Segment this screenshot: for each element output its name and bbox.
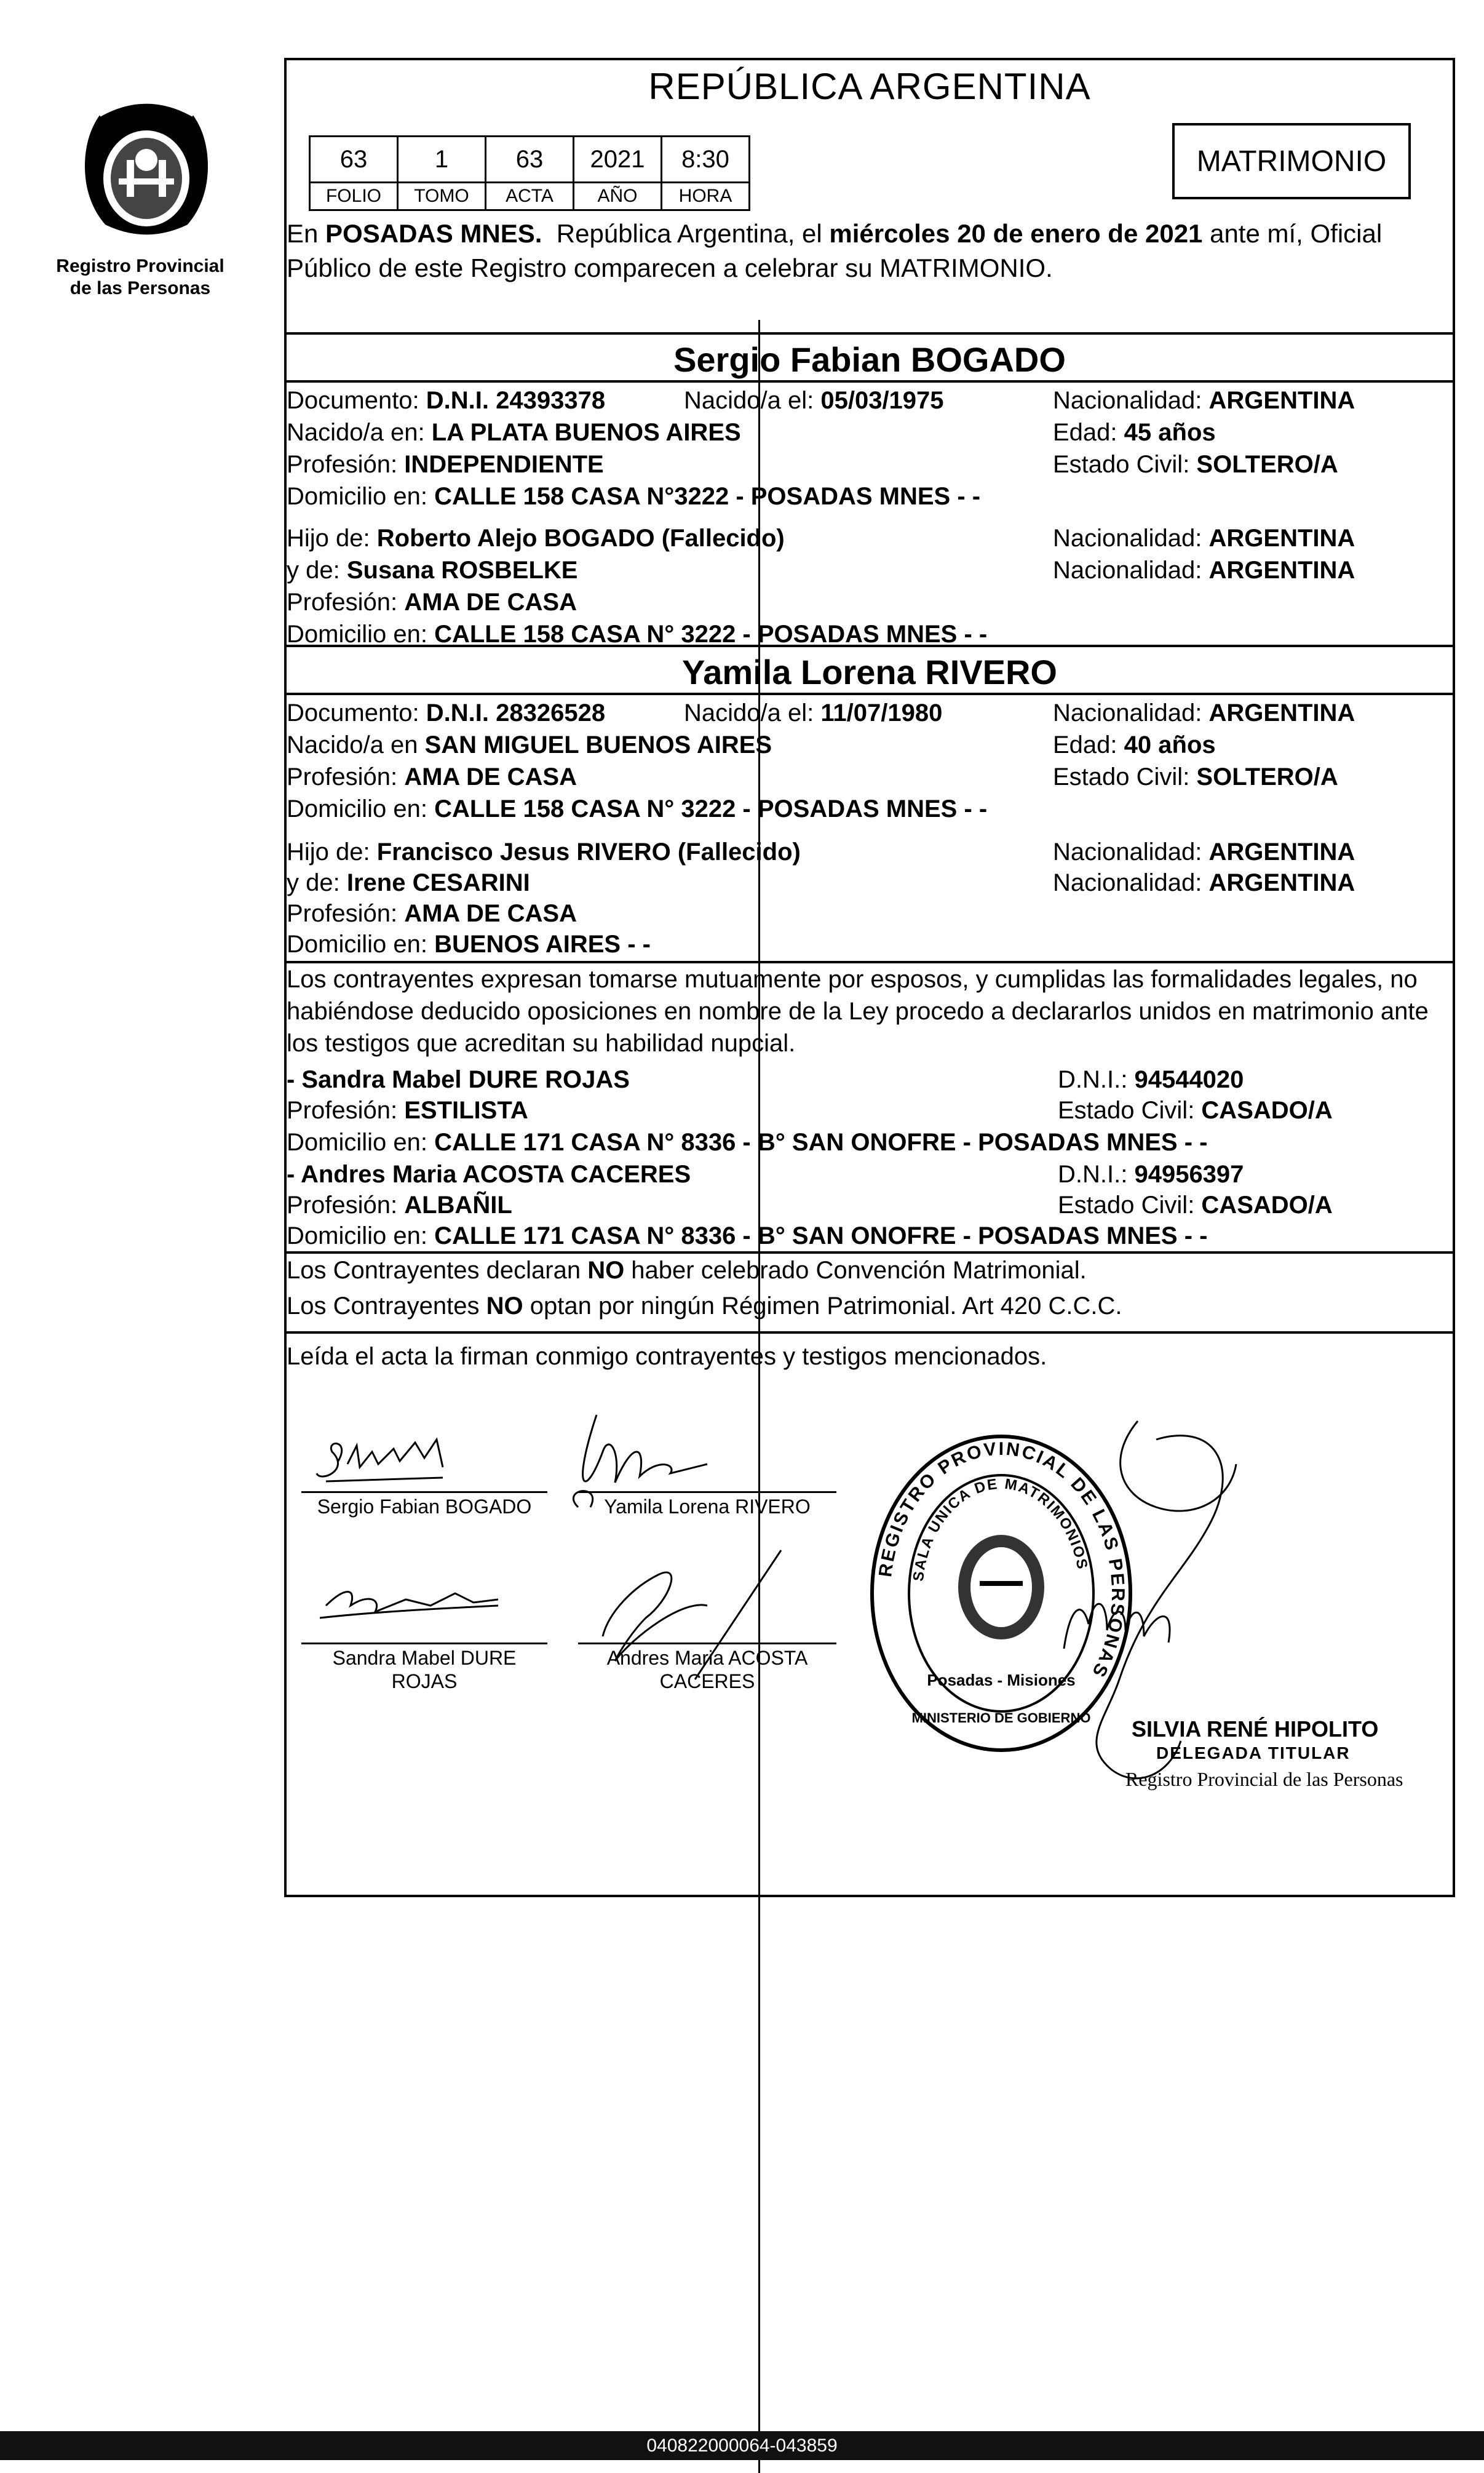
groom-civil-status: Estado Civil: SOLTERO/A — [1053, 451, 1338, 478]
intro-pre: En — [287, 219, 326, 248]
witness1-dni: D.N.I.: 94544020 — [1058, 1066, 1244, 1093]
intro-line2: Público de este Registro comparecen a celebrar su MATRIMONIO. — [287, 253, 1053, 282]
declaration-line1: Los contrayentes expresan tomarse mutuamente por esposos, y cumplidas las formalidades legales, no — [287, 966, 1418, 993]
bride-document: Documento: D.N.I. 28326528 — [287, 699, 606, 727]
groom-profession: Profesión: INDEPENDIENTE — [287, 451, 604, 478]
section-divider — [284, 693, 1455, 695]
witness2-dni: D.N.I.: 94956397 — [1058, 1161, 1244, 1188]
bride-nationality: Nacionalidad: ARGENTINA — [1053, 699, 1355, 727]
province-logo — [73, 86, 220, 255]
bride-mother: y de: Irene CESARINI — [287, 869, 530, 896]
intro-mid: República Argentina, el — [542, 219, 830, 248]
groom-age: Edad: 45 años — [1053, 419, 1216, 446]
country-title: REPÚBLICA ARGENTINA — [648, 66, 1091, 107]
witness2-sig-l2: CACERES — [659, 1670, 755, 1692]
section-divider — [284, 380, 1455, 383]
bride-mother-nationality: Nacionalidad: ARGENTINA — [1053, 869, 1355, 896]
witness2-civil-status: Estado Civil: CASADO/A — [1058, 1192, 1333, 1219]
groom-name: Sergio Fabian BOGADO — [673, 340, 1066, 379]
signature-scribbles — [314, 1415, 867, 1686]
witness2-sig-l1: Andres Maria ACOSTA — [606, 1647, 808, 1669]
groom-birthplace: Nacido/a en: LA PLATA BUENOS AIRES — [287, 419, 741, 446]
hour-value: 8:30 — [662, 137, 750, 183]
act-type-box: MATRIMONIO — [1172, 123, 1411, 199]
declaration-line3: los testigos que acreditan su habilidad nupcial. — [287, 1030, 796, 1057]
authority-name: SILVIA RENÉ HIPOLITO — [1132, 1716, 1379, 1742]
logo-caption-line2: de las Personas — [69, 278, 211, 298]
groom-mother-nationality: Nacionalidad: ARGENTINA — [1053, 557, 1355, 584]
groom-signature-name: Sergio Fabian BOGADO — [317, 1495, 532, 1518]
authority-role: DELEGADA TITULAR — [1156, 1743, 1351, 1762]
logo-caption-line1: Registro Provincial — [56, 256, 224, 276]
acta-label: ACTA — [486, 183, 574, 210]
groom-father: Hijo de: Roberto Alejo BOGADO (Fallecido) — [287, 525, 785, 552]
intro-place: POSADAS MNES. — [325, 219, 542, 248]
acta-value: 63 — [486, 137, 574, 183]
tomo-label: TOMO — [398, 183, 486, 210]
folio-label: FOLIO — [310, 183, 398, 210]
witness2-address: Domicilio en: CALLE 171 CASA N° 8336 - B° SAN ONOFRE - POSADAS MNES - - — [287, 1222, 1208, 1249]
intro-date: miércoles 20 de enero de 2021 — [829, 219, 1203, 248]
section-divider — [284, 1251, 1455, 1254]
groom-signature-line — [301, 1491, 547, 1493]
witness1-signature-line — [301, 1643, 547, 1644]
bride-profession: Profesión: AMA DE CASA — [287, 763, 577, 790]
section-divider — [284, 1331, 1455, 1334]
bride-signature-line — [578, 1491, 836, 1493]
registry-table — [309, 135, 750, 211]
bride-father: Hijo de: Francisco Jesus RIVERO (Fallecido) — [287, 838, 801, 866]
bride-birthplace: Nacido/a en SAN MIGUEL BUENOS AIRES — [287, 731, 772, 759]
bride-father-nationality: Nacionalidad: ARGENTINA — [1053, 838, 1355, 866]
groom-father-nationality: Nacionalidad: ARGENTINA — [1053, 525, 1355, 552]
witness1-civil-status: Estado Civil: CASADO/A — [1058, 1097, 1333, 1124]
bride-signature-name: Yamila Lorena RIVERO — [604, 1495, 811, 1518]
seal-city: Posadas - Misiones — [927, 1671, 1076, 1689]
witness1-sig-l2: ROJAS — [391, 1670, 458, 1692]
groom-mother: y de: Susana ROSBELKE — [287, 557, 578, 584]
logo-caption — [37, 255, 244, 300]
intro-post: ante mí, Oficial — [1202, 219, 1383, 248]
witness1-signature-name — [301, 1646, 547, 1693]
year-value: 2021 — [574, 137, 662, 183]
witness2-profession: Profesión: ALBAÑIL — [287, 1192, 512, 1219]
section-divider — [284, 332, 1455, 335]
groom-birthdate: Nacido/a el: 05/03/1975 — [684, 387, 944, 414]
regime-statement: Los Contrayentes NO optan por ningún Régimen Patrimonial. Art 420 C.C.C. — [287, 1292, 1122, 1320]
seal-ministry: MINISTERIO DE GOBIERNO — [911, 1710, 1091, 1726]
section-divider — [284, 645, 1455, 647]
groom-document: Documento: D.N.I. 24393378 — [287, 387, 606, 414]
seal-inner-text: SALA UNICA DE MATRIMONIOS — [910, 1475, 1091, 1582]
witness1-name: - Sandra Mabel DURE ROJAS — [287, 1066, 630, 1093]
folio-value: 63 — [310, 137, 398, 183]
witness1-sig-l1: Sandra Mabel DURE — [332, 1647, 517, 1669]
convention-statement: Los Contrayentes declaran NO haber celebrado Convención Matrimonial. — [287, 1257, 1087, 1284]
groom-address: Domicilio en: CALLE 158 CASA N°3222 - POSADAS MNES - - — [287, 483, 981, 510]
hour-label: HORA — [662, 183, 750, 210]
witness1-address: Domicilio en: CALLE 171 CASA N° 8336 - B° SAN ONOFRE - POSADAS MNES - - — [287, 1129, 1208, 1156]
bride-address: Domicilio en: CALLE 158 CASA N° 3222 - POSADAS MNES - - — [287, 795, 988, 822]
witness2-name: - Andres Maria ACOSTA CACERES — [287, 1161, 691, 1188]
bride-mother-profession: Profesión: AMA DE CASA — [287, 900, 577, 927]
declaration-line2: habiéndose deducido oposiciones en nombre de la Ley procedo a declararlos unidos en matrimonio ante — [287, 998, 1429, 1025]
declaration-paragraph — [287, 963, 1453, 1059]
groom-parents-address: Domicilio en: CALLE 158 CASA N° 3222 - POSADAS MNES - - — [287, 621, 988, 648]
seal-outer-text: REGISTRO PROVINCIAL DE LAS PERSONAS — [875, 1438, 1129, 1682]
groom-mother-profession: Profesión: AMA DE CASA — [287, 589, 577, 616]
bride-civil-status: Estado Civil: SOLTERO/A — [1053, 763, 1338, 790]
bride-age: Edad: 40 años — [1053, 731, 1216, 759]
document-code-strip: 040822000064-043859 — [0, 2431, 1484, 2460]
bride-birthdate: Nacido/a el: 11/07/1980 — [684, 699, 943, 727]
intro-paragraph — [287, 217, 1453, 285]
witness1-profession: Profesión: ESTILISTA — [287, 1097, 528, 1124]
bride-parents-address: Domicilio en: BUENOS AIRES - - — [287, 931, 651, 958]
witness2-signature-name — [578, 1646, 836, 1693]
bride-name: Yamila Lorena RIVERO — [682, 653, 1057, 691]
closing-statement: Leída el acta la firman conmigo contrayentes y testigos mencionados. — [287, 1343, 1047, 1370]
authority-office: Registro Provincial de las Personas — [1125, 1768, 1403, 1790]
groom-nationality: Nacionalidad: ARGENTINA — [1053, 387, 1355, 414]
year-label: AÑO — [574, 183, 662, 210]
tomo-value: 1 — [398, 137, 486, 183]
witness2-signature-line — [578, 1643, 836, 1644]
